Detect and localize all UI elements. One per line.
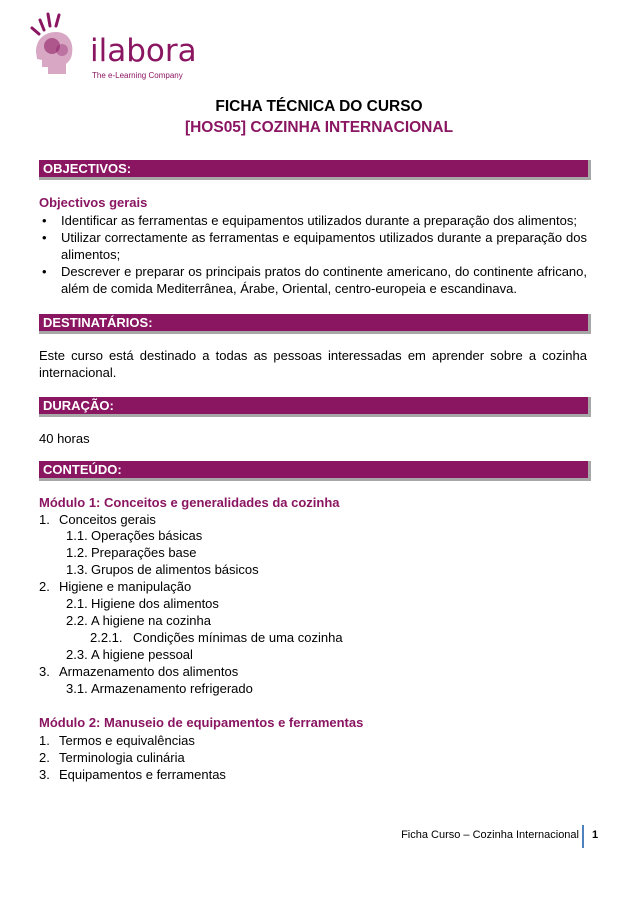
list-item — [66, 613, 211, 629]
list-item — [90, 630, 343, 646]
item-text: Condições mínimas de uma cozinha — [133, 630, 343, 645]
item-number: 2. — [39, 750, 50, 765]
company-logo — [26, 12, 197, 82]
item-text: Armazenamento refrigerado — [91, 681, 253, 696]
course-title: [HOS05] COZINHA INTERNACIONAL — [184, 119, 454, 136]
page-number: 1 — [592, 829, 599, 841]
footer-text: Ficha Curso – Cozinha Internacional — [401, 829, 579, 841]
bullet-icon: • — [42, 230, 47, 245]
item-text: Armazenamento dos alimentos — [59, 664, 239, 679]
bullet-icon: • — [42, 264, 47, 279]
list-item-text: Descrever e preparar os principais pratos do continente americano, do continente africano, além de comida Mediterrânea, Árabe, Oriental, centro-europeia e escandinava. — [61, 264, 587, 296]
item-number: 1. — [39, 512, 50, 527]
logo-wordmark: ilabora — [90, 33, 197, 69]
list-item — [66, 647, 193, 663]
document-title: FICHA TÉCNICA DO CURSO — [215, 98, 423, 115]
list-item — [66, 545, 197, 561]
item-text: Grupos de alimentos básicos — [91, 562, 259, 577]
list-item — [39, 750, 185, 766]
section-header-conteudo: CONTEÚDO: — [39, 461, 591, 481]
list-item — [39, 229, 587, 263]
list-item — [39, 512, 156, 528]
list-item-text: Utilizar correctamente as ferramentas e equipamentos utilizados durante a preparação dos alimentos; — [61, 230, 587, 262]
item-number: 1.1. — [66, 528, 88, 543]
modulo2-title: Módulo 2: Manuseio de equipamentos e ferramentas — [39, 715, 364, 730]
list-item — [66, 528, 202, 544]
item-text: Operações básicas — [91, 528, 203, 543]
item-text: Equipamentos e ferramentas — [59, 767, 226, 782]
head-icon — [26, 12, 86, 82]
list-item — [66, 681, 253, 697]
list-item — [39, 733, 195, 749]
list-item — [39, 664, 238, 680]
modulo1-title: Módulo 1: Conceitos e generalidades da cozinha — [39, 495, 340, 510]
list-item — [39, 212, 587, 229]
item-text: Higiene dos alimentos — [91, 596, 219, 611]
list-item — [39, 263, 587, 297]
item-text: A higiene pessoal — [91, 647, 193, 662]
item-text: Conceitos gerais — [59, 512, 156, 527]
logo-tagline: The e-Learning Company — [92, 71, 183, 80]
list-item — [39, 767, 226, 783]
item-number: 3. — [39, 767, 50, 782]
destinatarios-text: Este curso está destinado a todas as pessoas interessadas em aprender sobre a cozinha internacional. — [39, 348, 587, 380]
list-item — [66, 562, 259, 578]
item-number: 1.3. — [66, 562, 88, 577]
list-item — [66, 596, 219, 612]
item-text: Preparações base — [91, 545, 197, 560]
section-header-destinatarios: DESTINATÁRIOS: — [39, 314, 591, 334]
duracao-text: 40 horas — [39, 431, 90, 446]
item-number: 3. — [39, 664, 50, 679]
item-text: Terminologia culinária — [59, 750, 185, 765]
item-number: 2.2. — [66, 613, 88, 628]
item-text: A higiene na cozinha — [91, 613, 211, 628]
footer-divider — [582, 825, 584, 848]
section-header-objectivos: OBJECTIVOS: — [39, 160, 591, 180]
item-number: 2.3. — [66, 647, 88, 662]
item-number: 1.2. — [66, 545, 88, 560]
bullet-icon: • — [42, 213, 47, 228]
item-number: 3.1. — [66, 681, 88, 696]
section-header-duracao: DURAÇÃO: — [39, 397, 591, 417]
item-number: 1. — [39, 733, 50, 748]
item-number: 2.2.1. — [90, 630, 123, 645]
item-text: Termos e equivalências — [59, 733, 195, 748]
list-item-text: Identificar as ferramentas e equipamentos utilizados durante a preparação dos alimentos; — [61, 213, 577, 228]
item-text: Higiene e manipulação — [59, 579, 192, 594]
objectivos-subtitle: Objectivos gerais — [39, 195, 148, 210]
item-number: 2.1. — [66, 596, 88, 611]
list-item — [39, 579, 191, 595]
item-number: 2. — [39, 579, 50, 594]
